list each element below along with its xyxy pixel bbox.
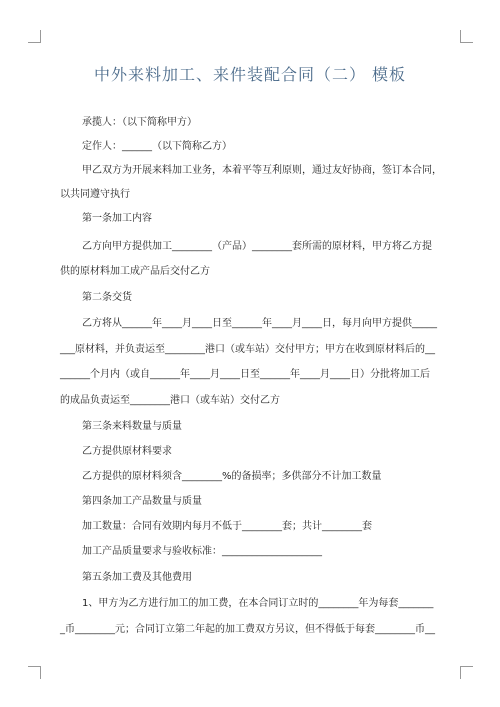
article-2-line-3: ______个月内（或自______年____月____日至______年____月____日）分批将加工后: [60, 369, 430, 380]
article-4-line-1: 加工数量：合同有效期内每月不低于________套；共计________套: [82, 521, 372, 532]
article-5-line-2: _币________元；合同订立第二年起的加工费双方另议，但不得低于每套________币__: [60, 624, 435, 635]
article-2-heading: 第二条交货: [82, 292, 132, 303]
document-title: 中外来料加工、来件装配合同（二） 模板: [93, 65, 407, 84]
article-3-line-1: 乙方提供原材料要求: [82, 446, 172, 457]
article-5-heading: 第五条加工费及其他费用: [82, 572, 192, 583]
article-3-heading: 第三条来料数量与质量: [82, 421, 182, 432]
crop-mark-bottom-right: [460, 666, 473, 679]
article-3-line-2: 乙方提供的原材料须含________%的备损率；多供部分不计加工数量: [82, 471, 382, 482]
client-line: 定作人：______（以下简称乙方）: [82, 141, 232, 152]
article-4-line-2: 加工产品质量要求与验收标准：____________________: [82, 546, 322, 557]
crop-mark-top-right: [460, 30, 473, 43]
article-1-line-2: 供的原材料加工成产品后交付乙方: [60, 266, 210, 277]
article-2-line-4: 的成品负责运至________港口（或车站）交付乙方: [60, 395, 280, 406]
article-1-line-1: 乙方向甲方提供加工________（产品）________套所需的原材料，甲方将乙方提: [82, 241, 432, 252]
crop-mark-bottom-left: [28, 666, 41, 679]
article-4-heading: 第四条加工产品数量与质量: [82, 496, 202, 507]
article-2-line-1: 乙方将从______年____月____日至______年____月____日，每月向甲方提供_____: [82, 318, 437, 329]
preamble-line-2: 以共同遵守执行: [60, 189, 130, 200]
article-1-heading: 第一条加工内容: [82, 213, 152, 224]
preamble-line-1: 甲乙双方为开展来料加工业务，本着平等互利原则，通过友好协商，签订本合同，: [82, 165, 442, 176]
article-2-line-2: ___原材料，并负责运至________港口（或车站）交付甲方；甲方在收到原材料后的__: [60, 344, 435, 355]
contractor-line: 承揽人：（以下简称甲方）: [82, 117, 197, 128]
crop-mark-top-left: [28, 30, 41, 43]
article-5-line-1: 1、甲方为乙方进行加工的加工费，在本合同订立时的________年为每套_______: [82, 598, 434, 609]
